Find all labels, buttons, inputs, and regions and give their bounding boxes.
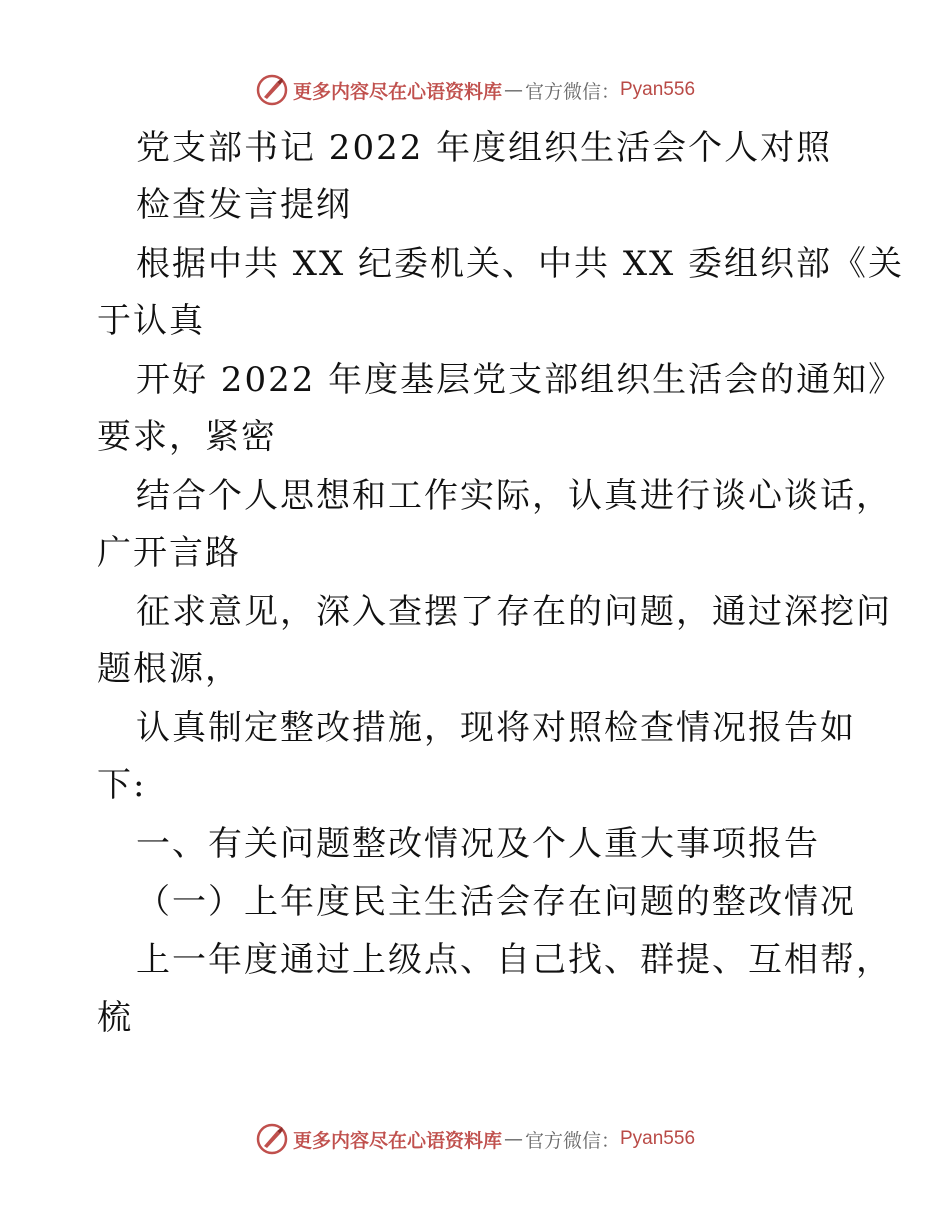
paragraph-line: 于认真 [97,301,205,341]
watermark-contact-id: Pyan556 [620,79,696,100]
watermark-site-name: 更多内容尽在心语资料库 [292,1129,502,1152]
header-watermark [0,70,950,110]
paragraph-line: 上一年度通过上级点、自己找、群提、互相帮， [136,940,892,980]
paragraph-line: 下: [97,765,147,805]
paragraph-line: 结合个人思想和工作实际，认真进行谈心谈话， [136,476,892,516]
paragraph-line: 广开言路 [97,533,241,573]
footer-watermark [0,1119,950,1159]
paragraph-line: 认真制定整改措施，现将对照检查情况报告如 [136,708,856,748]
watermark-separator: — [503,79,523,101]
watermark-contact-label: 官方微信： [524,1129,620,1152]
watermark-site-name: 更多内容尽在心语资料库 [292,80,502,103]
paragraph-line: 开好 2022 年度基层党支部组织生活会的通知》 [136,360,905,400]
paragraph-line: 征求意见，深入查摆了存在的问题，通过深挖问 [136,592,892,632]
document-title-line-2: 检查发言提纲 [136,185,352,225]
quill-seal-icon [255,1122,289,1156]
watermark-separator: — [503,1128,523,1150]
section-heading: 一、有关问题整改情况及个人重大事项报告 [136,824,820,864]
subsection-heading: （一）上年度民主生活会存在问题的整改情况 [136,882,856,922]
watermark-contact-label: 官方微信： [524,80,620,103]
paragraph-line: 题根源， [97,649,241,689]
quill-seal-icon [255,73,289,107]
watermark-contact-id: Pyan556 [620,1128,696,1149]
paragraph-line: 根据中共 XX 纪委机关、中共 XX 委组织部《关 [136,244,905,284]
document-title-line-1: 党支部书记 2022 年度组织生活会个人对照 [136,128,833,168]
paragraph-line: 梳 [97,998,133,1038]
paragraph-line: 要求，紧密 [97,417,277,457]
